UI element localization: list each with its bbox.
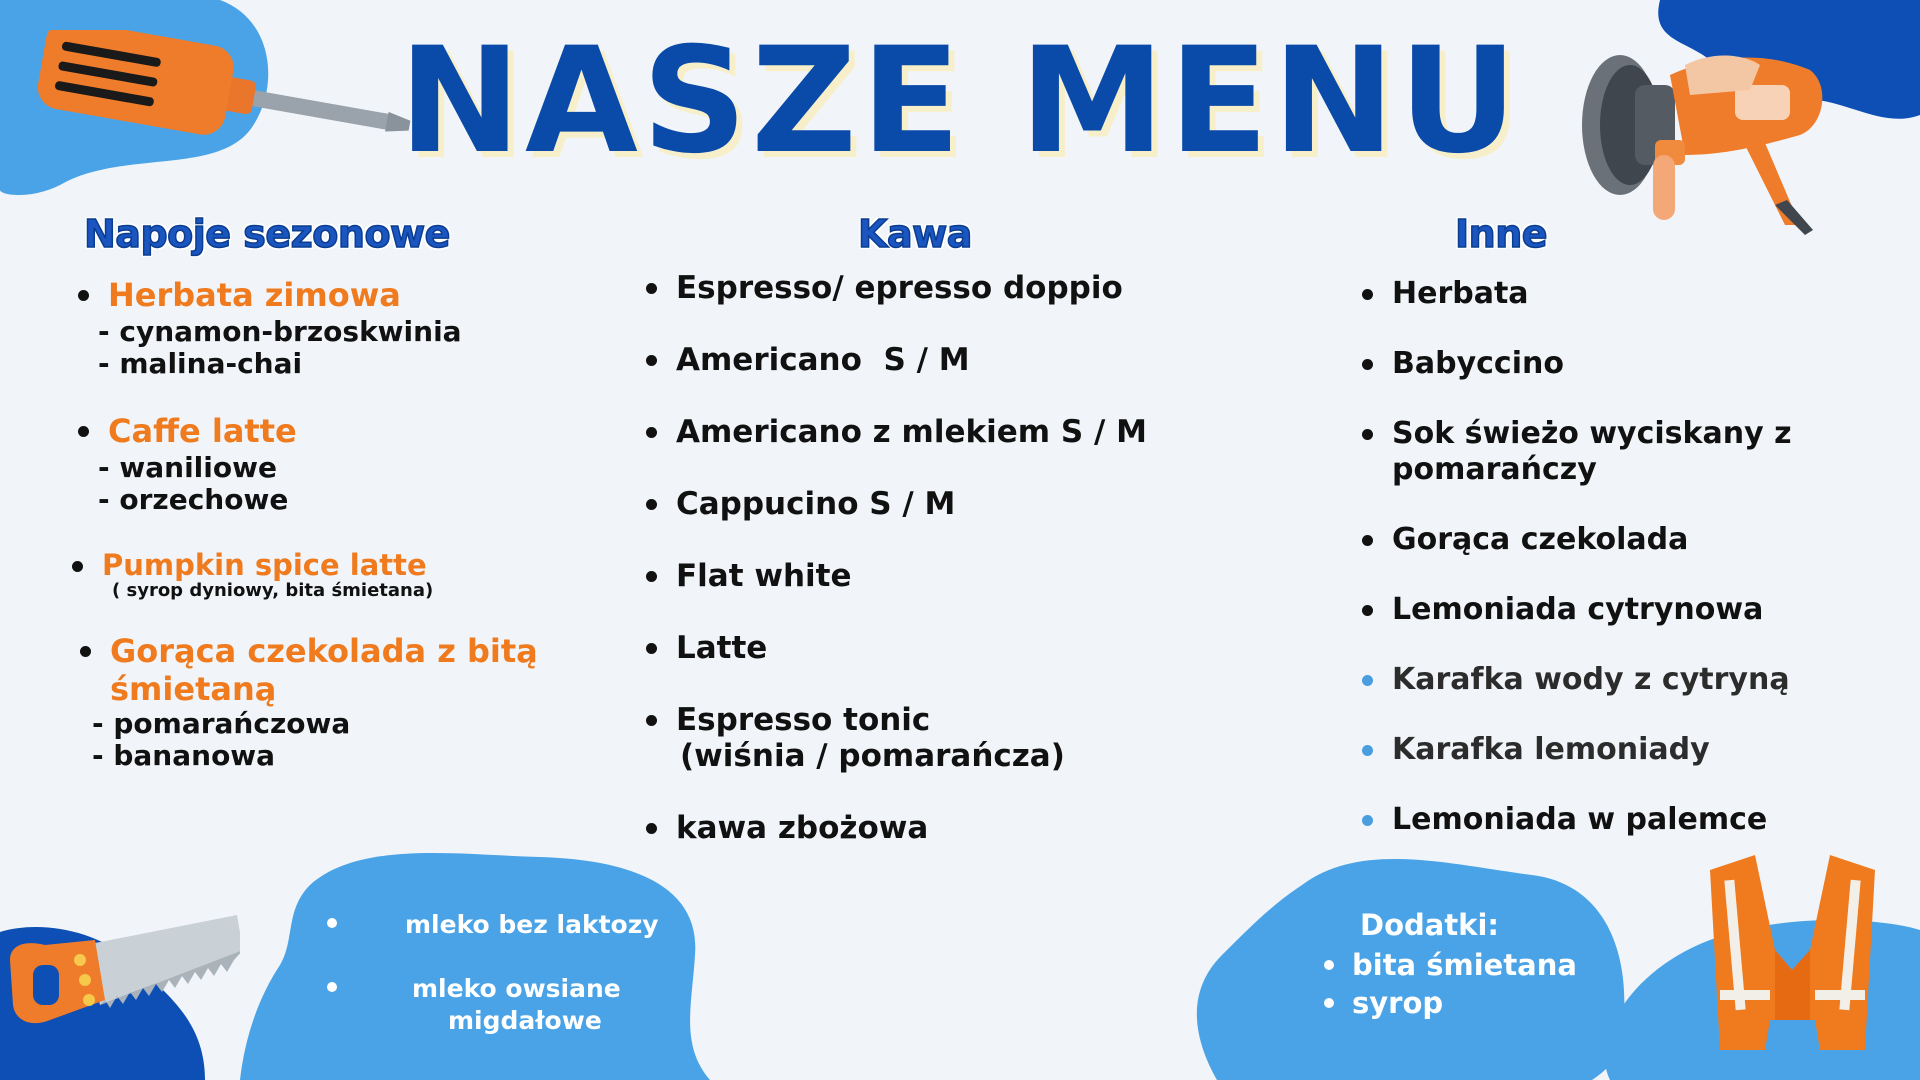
other-item — [1392, 732, 1710, 767]
seasonal-item-name: Herbata zimowa — [108, 276, 401, 314]
bullet-dot — [78, 426, 89, 437]
other-item-label: Gorąca czekolada — [1392, 522, 1689, 557]
coffee-item-label: Americano z mlekiem S / M — [676, 414, 1147, 450]
coffee-item-label: Flat white — [676, 558, 852, 594]
other-item-label: Lemoniada w palemce — [1392, 802, 1768, 837]
coffee-item-label: kawa zbożowa — [676, 810, 929, 846]
extras-heading: Dodatki: — [1360, 908, 1500, 942]
coffee-item-label: Cappucino S / M — [676, 486, 956, 522]
bullet-dot — [1362, 605, 1373, 616]
milk-blob — [240, 845, 710, 1080]
seasonal-sub: - orzechowe — [98, 483, 289, 516]
coffee-item — [676, 702, 930, 738]
bullet-dot — [646, 283, 657, 294]
seasonal-item — [108, 276, 401, 314]
seasonal-note: ( syrop dyniowy, bita śmietana) — [112, 580, 434, 601]
other-item-label: Sok świeżo wyciskany z — [1392, 416, 1792, 451]
bullet-dot — [646, 571, 657, 582]
bullet-dot — [1362, 815, 1373, 826]
seasonal-sub: - waniliowe — [98, 451, 277, 484]
bullet-dot — [646, 427, 657, 438]
extras-item: syrop — [1352, 986, 1444, 1020]
bullet-dot — [72, 561, 83, 572]
other-item — [1392, 802, 1767, 837]
coffee-heading: Kawa — [858, 212, 972, 256]
coffee-item — [676, 342, 970, 378]
coffee-item-label: Latte — [676, 630, 768, 666]
other-item — [1392, 592, 1763, 627]
other-item-label: Babyccino — [1392, 346, 1564, 381]
seasonal-item-name: Gorąca czekolada z bitą — [110, 632, 538, 670]
seasonal-item — [110, 632, 538, 708]
milk-option: mleko owsiane — [412, 974, 621, 1003]
coffee-item-note: (wiśnia / pomarańcza) — [680, 738, 1065, 774]
coffee-item-label: Espresso/ epresso doppio — [676, 270, 1123, 306]
other-item-label-cont: pomarańczy — [1392, 452, 1597, 487]
bullet-dot — [1362, 675, 1373, 686]
coffee-item — [676, 414, 1147, 450]
bullet-dot — [1362, 289, 1373, 300]
other-item — [1392, 276, 1529, 311]
bullet-dot — [646, 715, 657, 726]
bullet-dot — [1362, 535, 1373, 546]
bullet-dot — [646, 355, 657, 366]
bullet-dot — [1362, 745, 1373, 756]
coffee-item — [676, 810, 928, 846]
coffee-item — [676, 486, 955, 522]
coffee-item-label: Espresso tonic — [676, 702, 931, 738]
page-title: NASZE MENU — [398, 16, 1522, 186]
bullet-dot — [1362, 359, 1373, 370]
seasonal-item-name-cont: śmietaną — [110, 670, 277, 708]
bullet-dot — [327, 918, 337, 928]
seasonal-sub: - cynamon-brzoskwinia — [98, 315, 462, 348]
other-item — [1392, 662, 1790, 697]
seasonal-item-name: Caffe latte — [108, 412, 297, 450]
seasonal-sub: - malina-chai — [98, 347, 303, 380]
seasonal-sub: - pomarańczowa — [92, 707, 351, 740]
coffee-item — [676, 270, 1123, 306]
extras-item: bita śmietana — [1352, 948, 1577, 982]
other-item-label: Karafka lemoniady — [1392, 732, 1710, 767]
bullet-dot — [1324, 998, 1334, 1008]
other-item — [1392, 346, 1564, 381]
other-item — [1392, 416, 1792, 488]
bullet-dot — [80, 646, 91, 657]
coffee-item-label: Americano S / M — [676, 342, 970, 378]
safety-vest-icon — [1700, 850, 1885, 1060]
seasonal-sub: - bananowa — [92, 739, 276, 772]
hand-saw-icon — [5, 910, 240, 1035]
other-heading: Inne — [1455, 212, 1548, 256]
bullet-dot — [646, 499, 657, 510]
bullet-dot — [646, 643, 657, 654]
coffee-item — [676, 630, 767, 666]
bullet-dot — [78, 290, 89, 301]
milk-option: mleko bez laktozy — [405, 910, 659, 939]
other-item-label: Lemoniada cytrynowa — [1392, 592, 1764, 627]
bullet-dot — [1324, 960, 1334, 970]
seasonal-heading: Napoje sezonowe — [84, 212, 450, 256]
other-item-label: Herbata — [1392, 276, 1529, 311]
milk-option: migdałowe — [448, 1006, 602, 1035]
seasonal-item — [108, 412, 297, 450]
other-item — [1392, 522, 1688, 557]
seasonal-item-name: Pumpkin spice latte — [102, 548, 427, 582]
bullet-dot — [646, 823, 657, 834]
seasonal-item — [102, 548, 427, 582]
bullet-dot — [1362, 429, 1373, 440]
other-item-label: Karafka wody z cytryną — [1392, 662, 1790, 697]
coffee-item — [676, 558, 852, 594]
bullet-dot — [327, 982, 337, 992]
